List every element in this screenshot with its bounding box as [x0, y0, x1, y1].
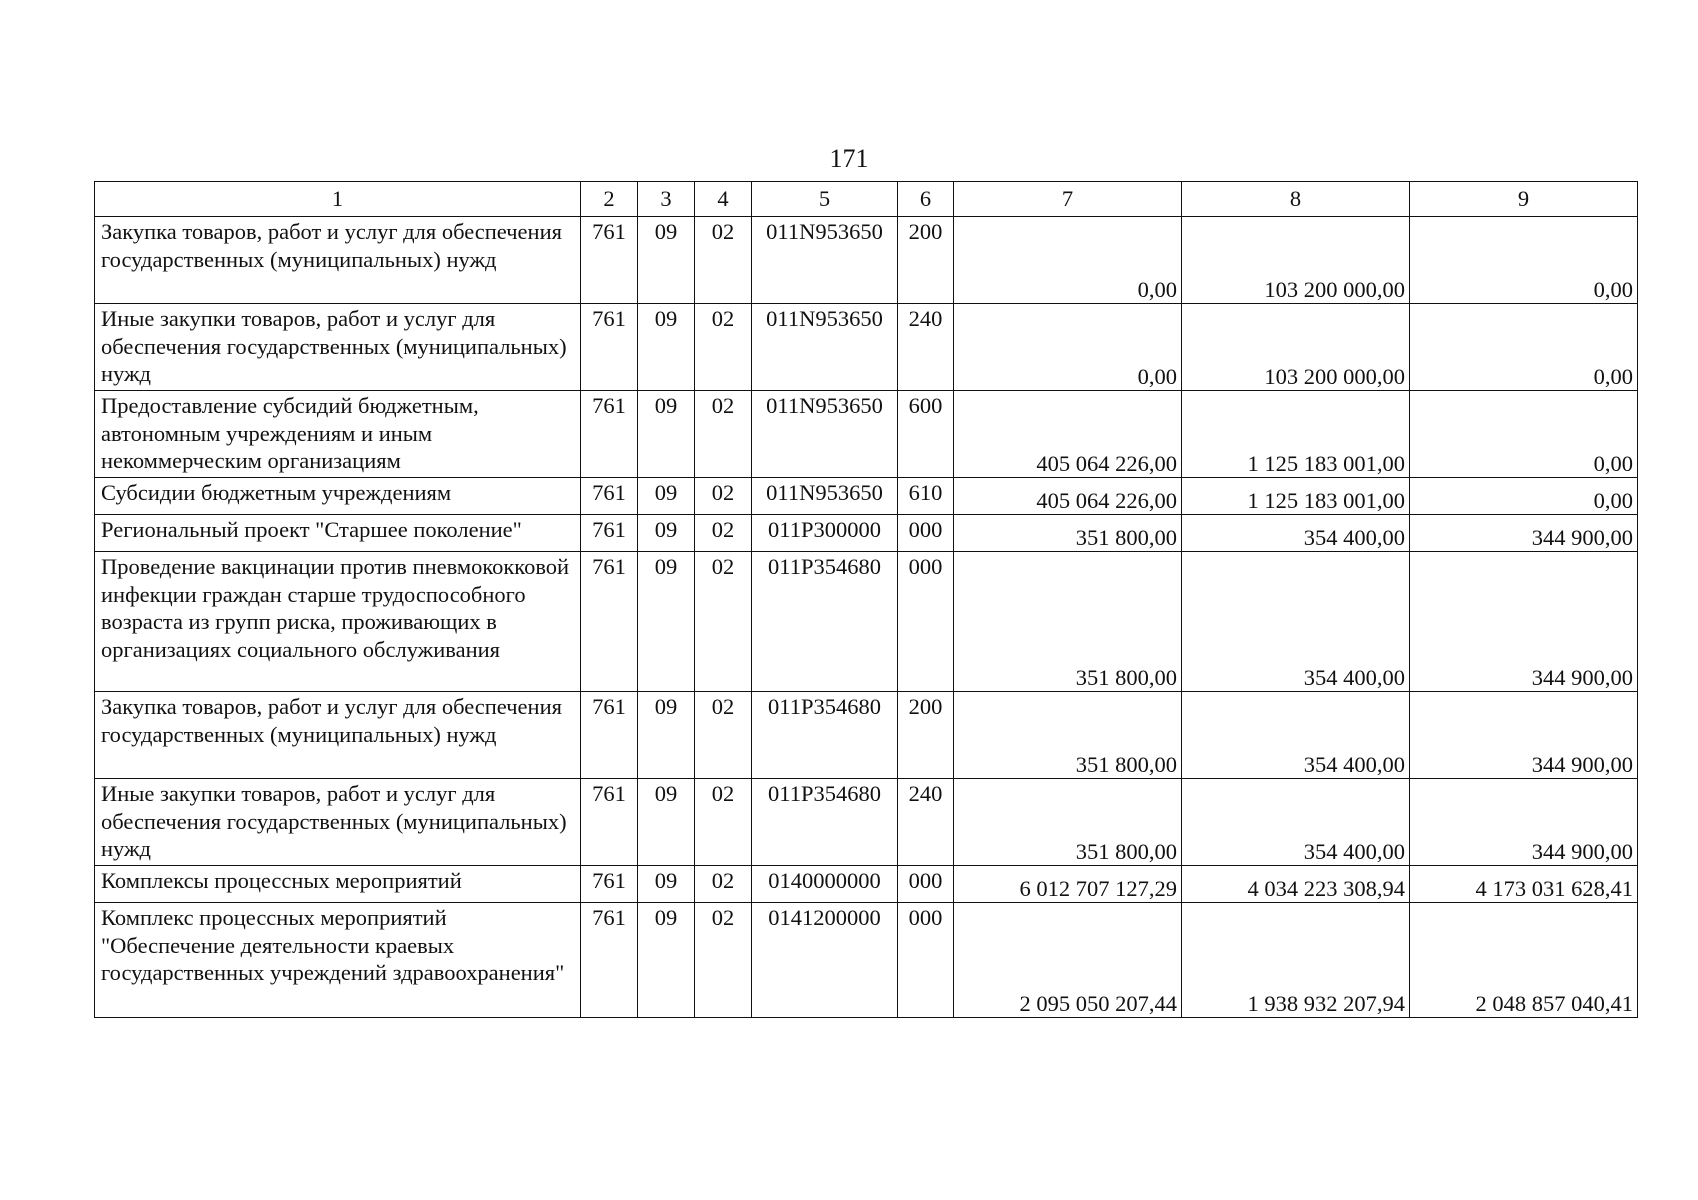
row-amount-col8-cell: 1 125 183 001,00 [1182, 391, 1410, 478]
row-subsection-cell: 02 [695, 866, 752, 903]
column-header-6: 6 [898, 182, 954, 217]
page-number: 171 [829, 144, 869, 173]
row-expense-type-cell: 240 [898, 304, 954, 391]
column-header-8: 8 [1182, 182, 1410, 217]
row-target-article-cell: 0140000000 [752, 866, 898, 903]
row-name-cell: Иные закупки товаров, работ и услуг для обеспечения государственных (муниципальных) нужд [95, 779, 581, 866]
row-amount-col8-cell: 354 400,00 [1182, 779, 1410, 866]
row-amount-col7-cell: 2 095 050 207,44 [954, 903, 1182, 1018]
row-subsection-cell: 02 [695, 903, 752, 1018]
table-row [95, 217, 1638, 304]
table-row [95, 304, 1638, 391]
row-target-article-cell: 011P354680 [752, 552, 898, 692]
row-grbs-cell: 761 [581, 692, 638, 779]
column-header-5: 5 [752, 182, 898, 217]
column-header-4: 4 [695, 182, 752, 217]
header-row [95, 182, 1638, 217]
row-amount-col9-cell: 344 900,00 [1410, 692, 1638, 779]
row-amount-col7-cell: 0,00 [954, 304, 1182, 391]
row-section-cell: 09 [638, 552, 695, 692]
row-amount-col7-cell: 6 012 707 127,29 [954, 866, 1182, 903]
row-section-cell: 09 [638, 866, 695, 903]
row-section-cell: 09 [638, 515, 695, 552]
row-amount-col7-cell: 405 064 226,00 [954, 391, 1182, 478]
row-expense-type-cell: 610 [898, 478, 954, 515]
row-subsection-cell: 02 [695, 692, 752, 779]
row-amount-col7-cell: 351 800,00 [954, 515, 1182, 552]
row-amount-col8-cell: 354 400,00 [1182, 515, 1410, 552]
row-section-cell: 09 [638, 692, 695, 779]
row-grbs-cell: 761 [581, 779, 638, 866]
row-expense-type-cell: 200 [898, 692, 954, 779]
row-amount-col7-cell: 405 064 226,00 [954, 478, 1182, 515]
row-target-article-cell: 011N953650 [752, 478, 898, 515]
row-subsection-cell: 02 [695, 552, 752, 692]
row-grbs-cell: 761 [581, 866, 638, 903]
column-header-9: 9 [1410, 182, 1638, 217]
row-amount-col9-cell: 0,00 [1410, 391, 1638, 478]
row-name-cell: Предоставление субсидий бюджетным, автономным учреждениям и иным некоммерческим организациям [95, 391, 581, 478]
row-target-article-cell: 011N953650 [752, 304, 898, 391]
row-name-cell: Субсидии бюджетным учреждениям [95, 478, 581, 515]
row-section-cell: 09 [638, 217, 695, 304]
row-amount-col8-cell: 354 400,00 [1182, 552, 1410, 692]
row-target-article-cell: 011P354680 [752, 692, 898, 779]
row-name-cell: Закупка товаров, работ и услуг для обеспечения государственных (муниципальных) нужд [95, 217, 581, 304]
row-amount-col9-cell: 344 900,00 [1410, 779, 1638, 866]
row-amount-col7-cell: 0,00 [954, 217, 1182, 304]
row-name-cell: Комплексы процессных мероприятий [95, 866, 581, 903]
row-grbs-cell: 761 [581, 552, 638, 692]
row-target-article-cell: 0141200000 [752, 903, 898, 1018]
row-expense-type-cell: 000 [898, 866, 954, 903]
row-name-cell: Проведение вакцинации против пневмококковой инфекции граждан старше трудоспособного возраста из групп риска, проживающих в организациях социального обслуживания [95, 552, 581, 692]
row-amount-col8-cell: 354 400,00 [1182, 692, 1410, 779]
table-row [95, 391, 1638, 478]
row-subsection-cell: 02 [695, 304, 752, 391]
row-target-article-cell: 011N953650 [752, 391, 898, 478]
row-expense-type-cell: 000 [898, 552, 954, 692]
row-amount-col9-cell: 2 048 857 040,41 [1410, 903, 1638, 1018]
row-grbs-cell: 761 [581, 478, 638, 515]
row-expense-type-cell: 600 [898, 391, 954, 478]
row-amount-col9-cell: 344 900,00 [1410, 552, 1638, 692]
row-amount-col8-cell: 103 200 000,00 [1182, 217, 1410, 304]
row-name-cell: Иные закупки товаров, работ и услуг для обеспечения государственных (муниципальных) нужд [95, 304, 581, 391]
row-section-cell: 09 [638, 903, 695, 1018]
row-section-cell: 09 [638, 304, 695, 391]
row-section-cell: 09 [638, 391, 695, 478]
column-header-2: 2 [581, 182, 638, 217]
table-row [95, 866, 1638, 903]
table-row [95, 478, 1638, 515]
row-amount-col9-cell: 344 900,00 [1410, 515, 1638, 552]
row-amount-col8-cell: 4 034 223 308,94 [1182, 866, 1410, 903]
row-target-article-cell: 011N953650 [752, 217, 898, 304]
row-amount-col7-cell: 351 800,00 [954, 552, 1182, 692]
column-header-1: 1 [95, 182, 581, 217]
table-row [95, 515, 1638, 552]
table-row [95, 552, 1638, 692]
row-name-cell: Закупка товаров, работ и услуг для обеспечения государственных (муниципальных) нужд [95, 692, 581, 779]
row-amount-col9-cell: 0,00 [1410, 217, 1638, 304]
row-section-cell: 09 [638, 478, 695, 515]
row-grbs-cell: 761 [581, 515, 638, 552]
column-header-3: 3 [638, 182, 695, 217]
budget-table [94, 181, 1638, 1018]
row-expense-type-cell: 200 [898, 217, 954, 304]
table-row [95, 692, 1638, 779]
table-body [95, 217, 1638, 1018]
row-section-cell: 09 [638, 779, 695, 866]
row-amount-col9-cell: 0,00 [1410, 478, 1638, 515]
row-grbs-cell: 761 [581, 903, 638, 1018]
row-expense-type-cell: 000 [898, 903, 954, 1018]
column-header-7: 7 [954, 182, 1182, 217]
row-amount-col8-cell: 1 125 183 001,00 [1182, 478, 1410, 515]
row-amount-col9-cell: 4 173 031 628,41 [1410, 866, 1638, 903]
row-subsection-cell: 02 [695, 478, 752, 515]
row-grbs-cell: 761 [581, 217, 638, 304]
row-expense-type-cell: 000 [898, 515, 954, 552]
row-grbs-cell: 761 [581, 304, 638, 391]
row-subsection-cell: 02 [695, 779, 752, 866]
row-amount-col7-cell: 351 800,00 [954, 692, 1182, 779]
row-target-article-cell: 011P300000 [752, 515, 898, 552]
row-grbs-cell: 761 [581, 391, 638, 478]
table-row [95, 779, 1638, 866]
row-amount-col9-cell: 0,00 [1410, 304, 1638, 391]
row-amount-col8-cell: 103 200 000,00 [1182, 304, 1410, 391]
row-amount-col8-cell: 1 938 932 207,94 [1182, 903, 1410, 1018]
row-name-cell: Региональный проект "Старшее поколение" [95, 515, 581, 552]
row-subsection-cell: 02 [695, 515, 752, 552]
table-row [95, 903, 1638, 1018]
row-subsection-cell: 02 [695, 391, 752, 478]
row-amount-col7-cell: 351 800,00 [954, 779, 1182, 866]
row-subsection-cell: 02 [695, 217, 752, 304]
row-name-cell: Комплекс процессных мероприятий "Обеспечение деятельности краевых государственных учреждений здравоохранения" [95, 903, 581, 1018]
row-expense-type-cell: 240 [898, 779, 954, 866]
row-target-article-cell: 011P354680 [752, 779, 898, 866]
